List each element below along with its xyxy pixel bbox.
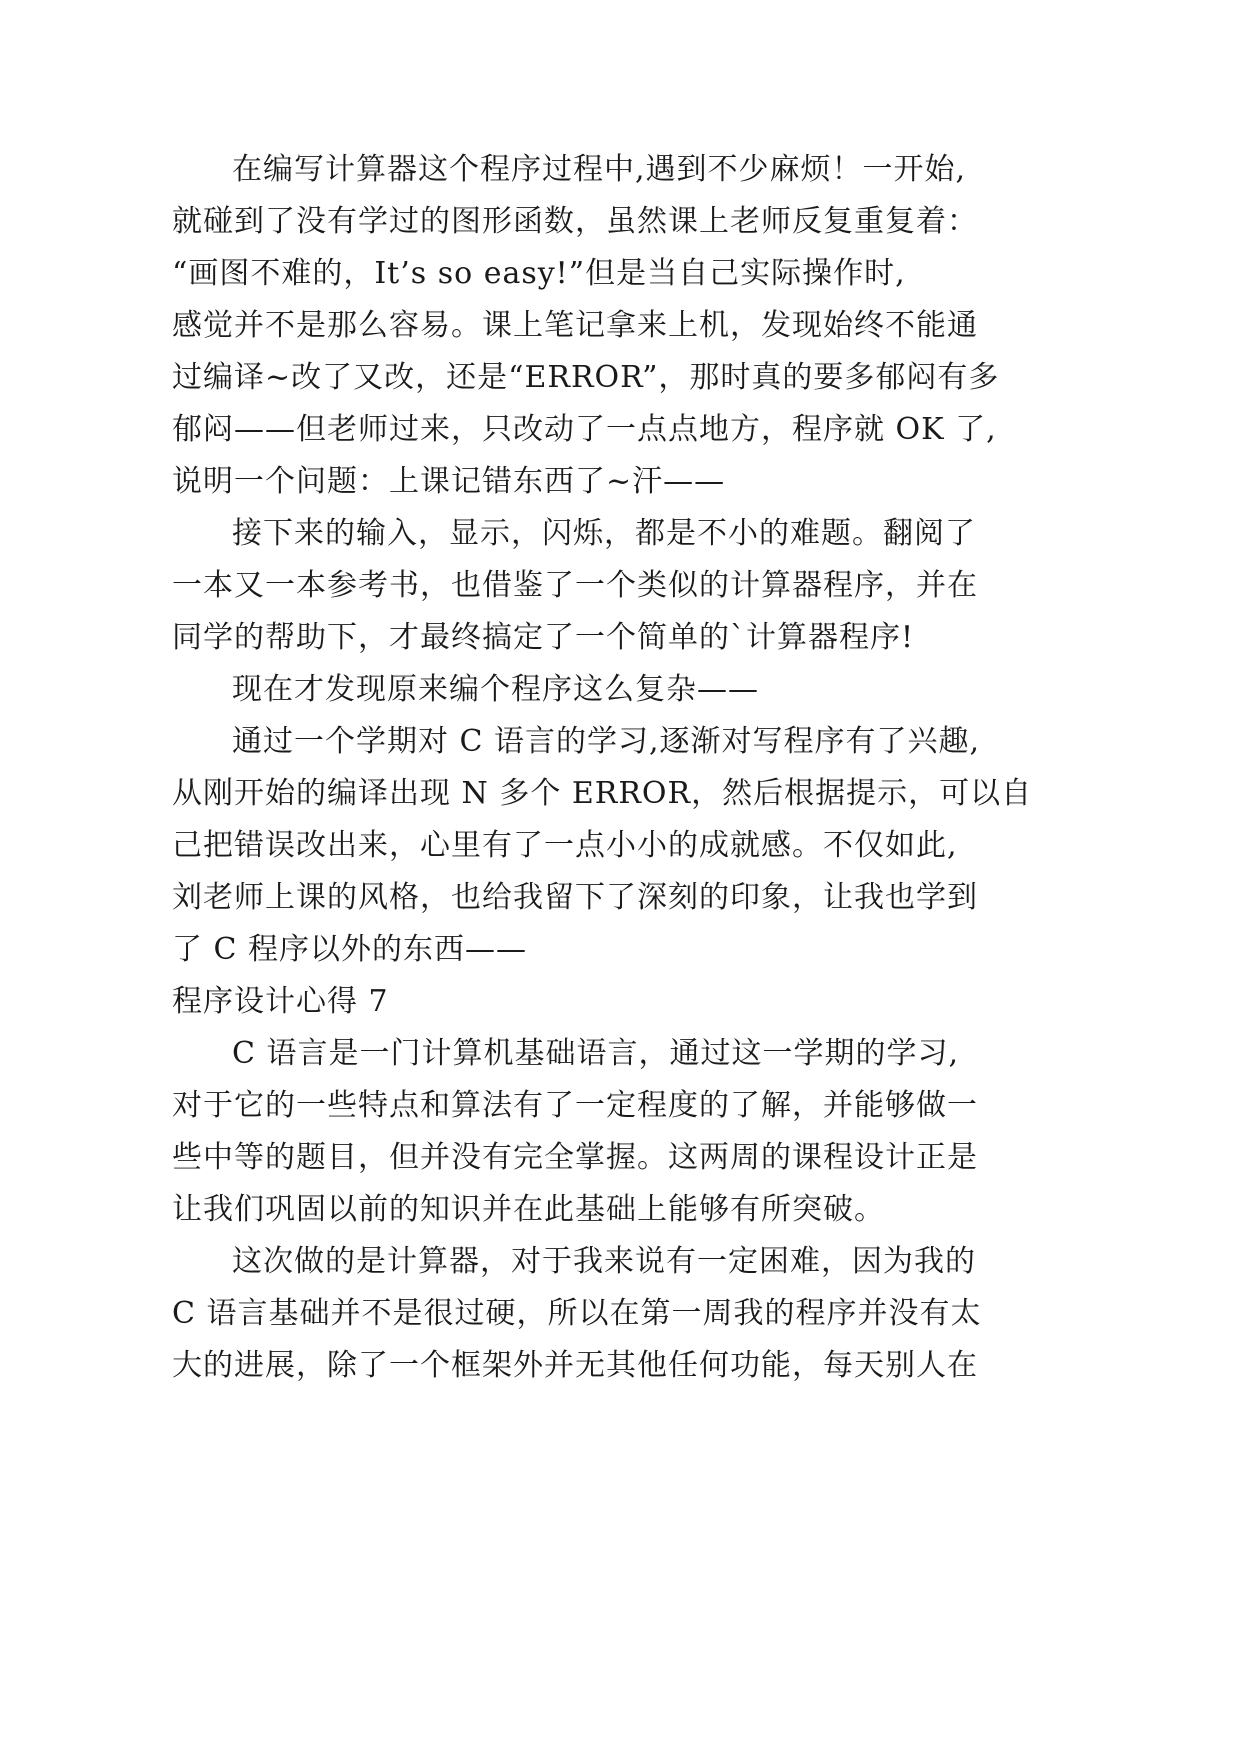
paragraph-line: 了 C 程序以外的东西—— <box>172 932 528 967</box>
paragraph-line: 就碰到了没有学过的图形函数，虽然课上老师反复重复着： <box>172 204 978 239</box>
paragraph-line: 感觉并不是那么容易。课上笔记拿来上机，发现始终不能通 <box>172 308 978 343</box>
section-heading: 程序设计心得 7 <box>172 984 389 1019</box>
paragraph-line: 刘老师上课的风格，也给我留下了深刻的印象，让我也学到 <box>172 880 978 915</box>
paragraph-line: 在编写计算器这个程序过程中,遇到不少麻烦！一开始, <box>232 152 967 187</box>
paragraph-line: 从刚开始的编译出现 N 多个 ERROR，然后根据提示，可以自 <box>172 776 1033 811</box>
paragraph-line: 同学的帮助下，才最终搞定了一个简单的`计算器程序! <box>172 620 915 655</box>
paragraph-line: “画图不难的，It’s so easy!”但是当自己实际操作时, <box>172 256 906 291</box>
paragraph-line: 接下来的输入，显示，闪烁，都是不小的难题。翻阅了 <box>232 516 976 551</box>
paragraph-line: 让我们巩固以前的知识并在此基础上能够有所突破。 <box>172 1192 885 1227</box>
paragraph-line: 过编译~改了又改，还是“ERROR”，那时真的要多郁闷有多 <box>172 360 1000 395</box>
paragraph-line: 通过一个学期对 C 语言的学习,逐渐对写程序有了兴趣, <box>232 724 981 759</box>
paragraph-line: 己把错误改出来，心里有了一点小小的成就感。不仅如此, <box>172 828 958 863</box>
paragraph-line: 这次做的是计算器，对于我来说有一定困难，因为我的 <box>232 1244 976 1279</box>
paragraph-line: 说明一个问题：上课记错东西了~汗—— <box>172 464 726 499</box>
paragraph-line: 一本又一本参考书，也借鉴了一个类似的计算器程序，并在 <box>172 568 978 603</box>
paragraph-line: C 语言是一门计算机基础语言，通过这一学期的学习, <box>232 1036 960 1071</box>
paragraph-line: 对于它的一些特点和算法有了一定程度的了解，并能够做一 <box>172 1088 978 1123</box>
paragraph-line: 郁闷——但老师过来，只改动了一点点地方，程序就 OK 了, <box>172 412 997 447</box>
paragraph-line: 现在才发现原来编个程序这么复杂—— <box>232 672 759 707</box>
paragraph-line: C 语言基础并不是很过硬，所以在第一周我的程序并没有太 <box>172 1296 982 1331</box>
paragraph-line: 大的进展，除了一个框架外并无其他任何功能，每天别人在 <box>172 1348 978 1383</box>
paragraph-line: 些中等的题目，但并没有完全掌握。这两周的课程设计正是 <box>172 1140 978 1175</box>
